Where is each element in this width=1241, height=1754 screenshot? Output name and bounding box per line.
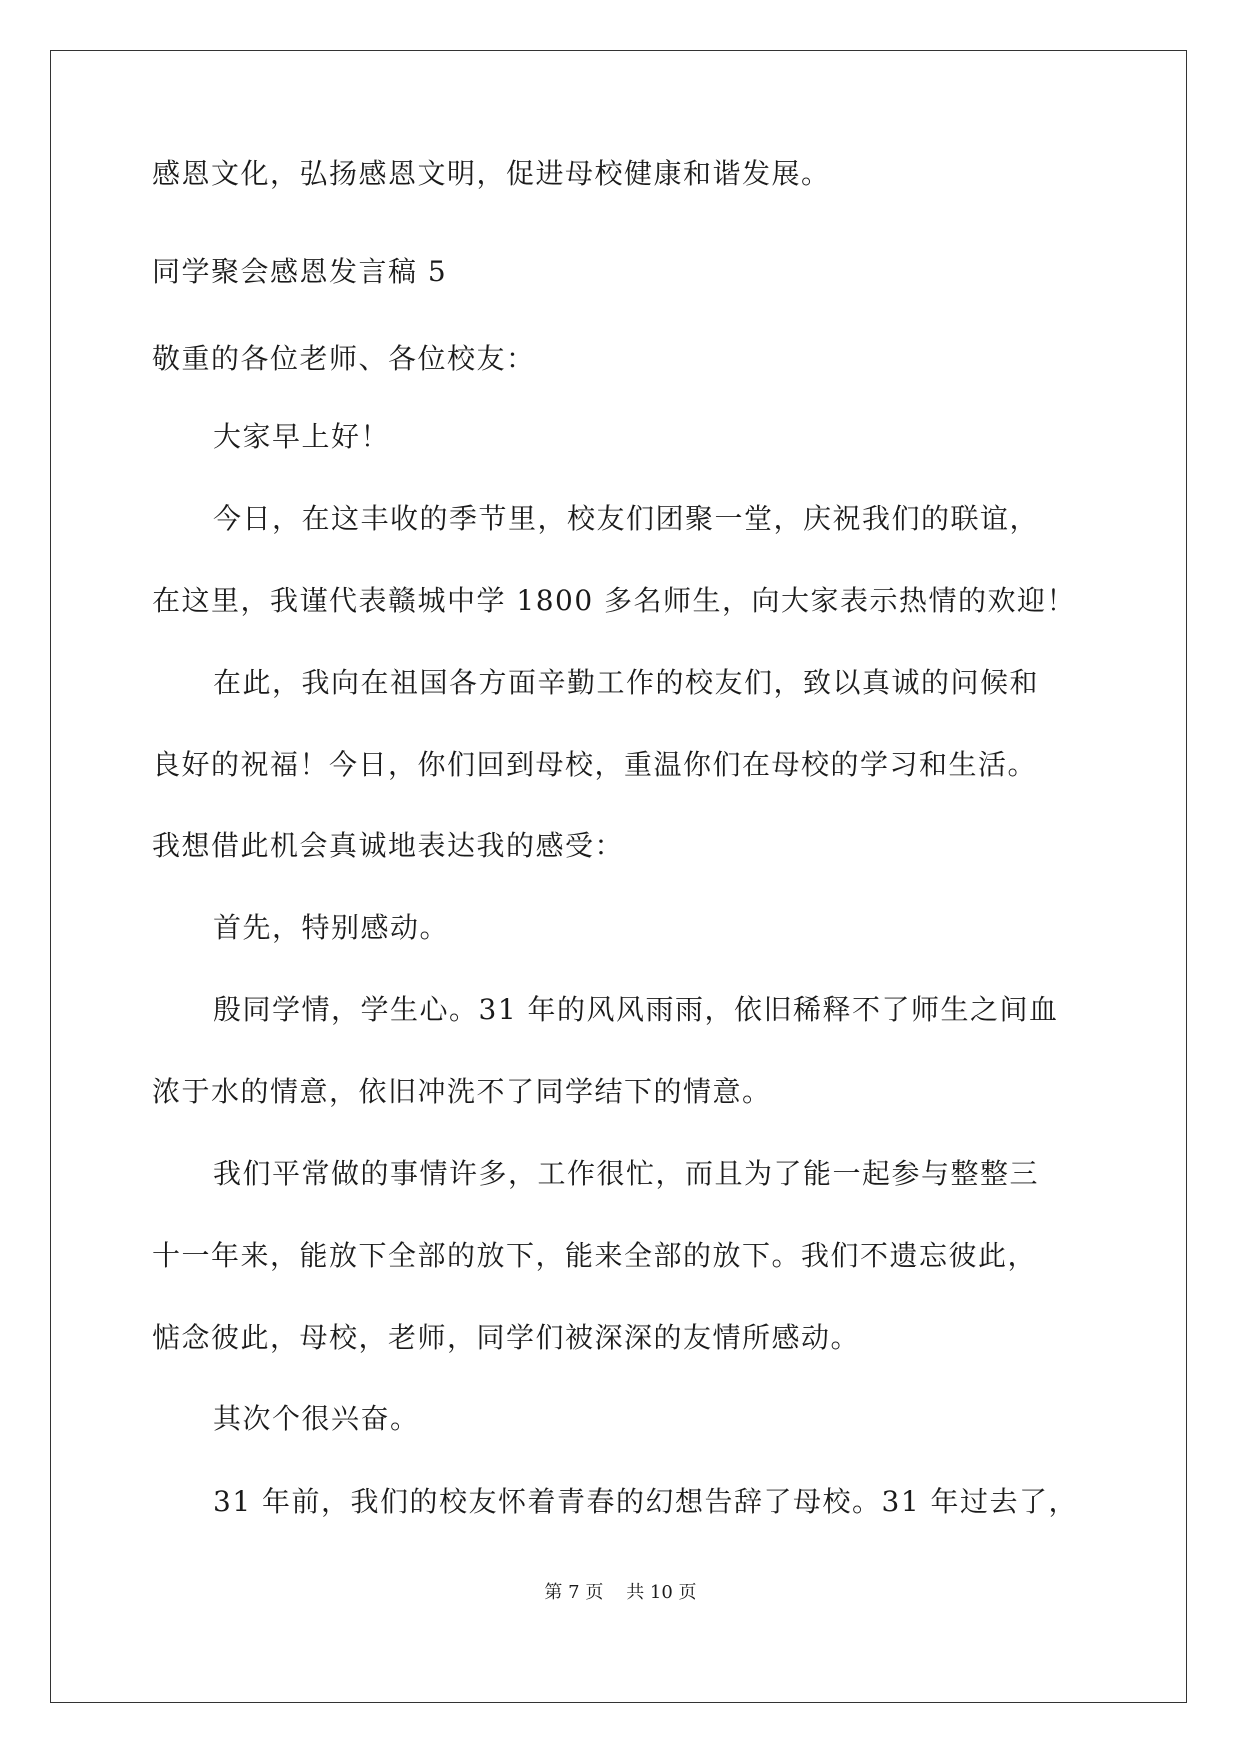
page-number-footer: 第 7 页 共 10 页 — [544, 1582, 697, 1603]
text-line: 殷同学情，学生心。31 年的风风雨雨，依旧稀释不了师生之间血 — [213, 993, 1059, 1026]
salutation: 敬重的各位老师、各位校友： — [152, 342, 536, 375]
text-line: 惦念彼此，母校，老师，同学们被深深的友情所感动。 — [152, 1321, 861, 1354]
text-line: 在此，我向在祖国各方面辛勤工作的校友们，致以真诚的问候和 — [213, 666, 1040, 699]
text-line: 我们平常做的事情许多，工作很忙，而且为了能一起参与整整三 — [213, 1157, 1040, 1190]
text-line: 31 年前，我们的校友怀着青春的幻想告辞了母校。31 年过去了， — [213, 1485, 1079, 1518]
text-line: 首先，特别感动。 — [213, 911, 450, 944]
text-line: 感恩文化，弘扬感恩文明，促进母校健康和谐发展。 — [152, 157, 831, 190]
text-line: 其次个很兴奋。 — [213, 1402, 420, 1435]
text-line: 在这里，我谨代表赣城中学 1800 多名师生，向大家表示热情的欢迎！ — [152, 584, 1077, 617]
text-line: 良好的祝福！今日，你们回到母校，重温你们在母校的学习和生活。 — [152, 748, 1038, 781]
text-line: 浓于水的情意，依旧冲洗不了同学结下的情意。 — [152, 1075, 772, 1108]
text-line: 我想借此机会真诚地表达我的感受： — [152, 829, 625, 862]
section-heading: 同学聚会感恩发言稿 5 — [152, 255, 448, 288]
text-line: 十一年来，能放下全部的放下，能来全部的放下。我们不遗忘彼此， — [152, 1239, 1038, 1272]
greeting: 大家早上好！ — [213, 420, 391, 453]
page-border — [50, 50, 1187, 1703]
text-line: 今日，在这丰收的季节里，校友们团聚一堂，庆祝我们的联谊， — [213, 502, 1040, 535]
